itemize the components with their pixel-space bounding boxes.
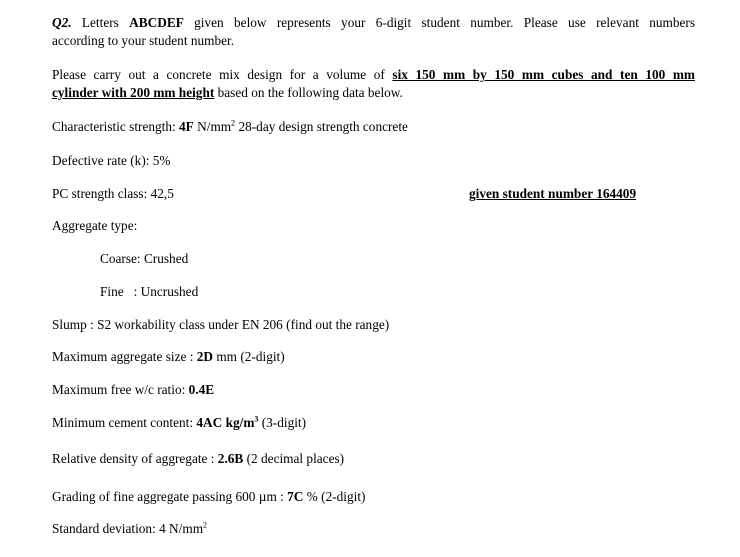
volume-spec: six 150 mm by 150 mm cubes and ten 100 mm xyxy=(392,67,696,82)
aggregate-type: Aggregate type: xyxy=(52,218,138,233)
instruction-line1: Please carry out a concrete mix design for a volume of six 150 mm by 150 mm cubes and ten 100 mm xyxy=(52,67,696,82)
student-number-letters: ABCDEF xyxy=(129,15,184,30)
coarse-aggregate: Coarse: Crushed xyxy=(100,251,189,266)
cylinder-spec: cylinder with 200 mm height xyxy=(52,85,215,100)
fine-aggregate-grading: Grading of fine aggregate passing 600 µm : 7C % (2-digit) xyxy=(52,489,366,504)
defective-rate: Defective rate (k): 5% xyxy=(52,153,171,168)
question-label: Q2. xyxy=(52,15,72,30)
fine-aggregate: Fine : Uncrushed xyxy=(100,284,199,299)
relative-density: Relative density of aggregate : 2.6B (2 decimal places) xyxy=(52,451,345,466)
instruction-line2: cylinder with 200 mm height based on the following data below. xyxy=(52,85,403,100)
standard-deviation: Standard deviation: 4 $N/mm^2$ xyxy=(52,520,208,536)
characteristic-strength: Characteristic strength: 4F $N/mm^2$ 28-day design strength concrete xyxy=(52,118,408,134)
minimum-cement-content: Minimum cement content: 4AC $kg/m^3$ (3-digit) xyxy=(52,414,307,430)
slump: Slump : S2 workability class under EN 206 (find out the range) xyxy=(52,317,390,332)
question-intro-line2: according to your student number. xyxy=(52,33,235,48)
maximum-aggregate-size: Maximum aggregate size : 2D mm (2-digit) xyxy=(52,349,285,364)
pc-strength-class: PC strength class: 42,5 xyxy=(52,186,174,201)
question-intro-line1: Q2. Letters ABCDEF given below represents your 6-digit student number. Please use relevant numbers xyxy=(52,15,696,30)
student-number-note: given student number 164409 xyxy=(469,186,637,201)
maximum-wc-ratio: Maximum free w/c ratio: 0.4E xyxy=(52,382,215,397)
